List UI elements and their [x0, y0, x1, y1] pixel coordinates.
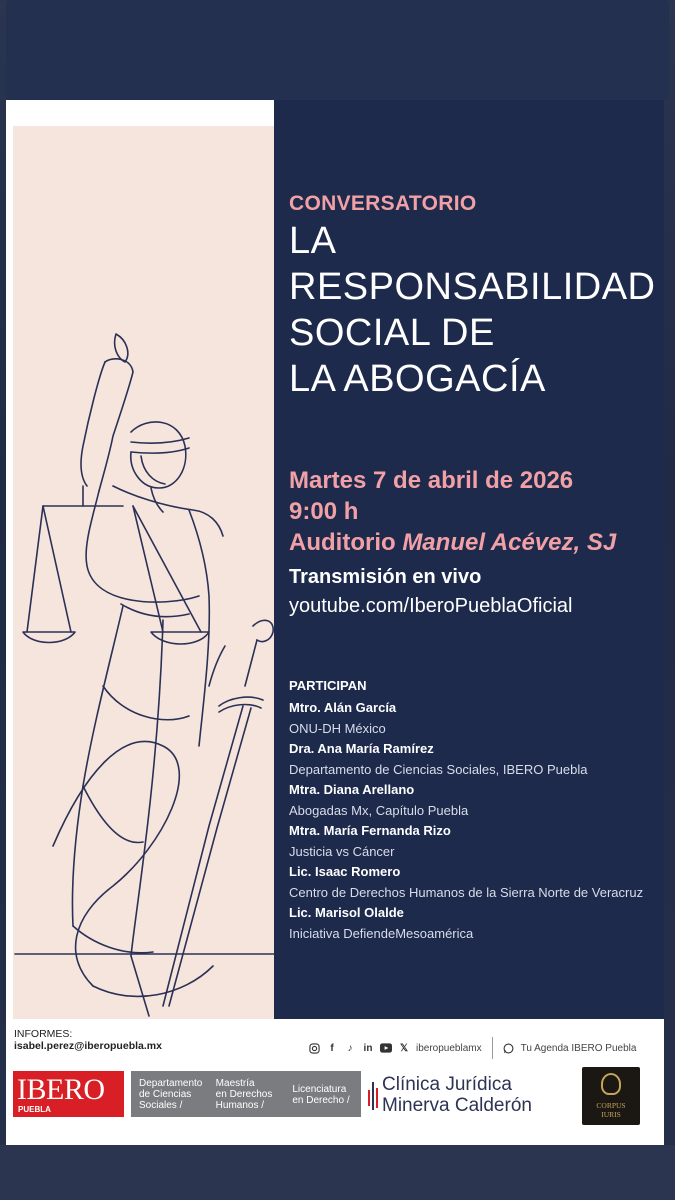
lady-justice-illustration [13, 126, 280, 1119]
owl-icon [601, 1073, 621, 1095]
clinica-line: Clínica Jurídica [382, 1074, 512, 1095]
clinica-bars-icon [368, 1080, 378, 1112]
participants-list [289, 698, 644, 944]
participant-org: Iniciativa DefiendeMesoamérica [289, 925, 474, 941]
dept-line: Humanos / [215, 1100, 265, 1111]
corpus-iuris-logo [582, 1067, 640, 1125]
clinica-line: Minerva Calderón [382, 1095, 532, 1116]
informes-email-link[interactable]: isabel.perez@iberopuebla.mx [14, 1040, 162, 1052]
participant [289, 780, 644, 821]
dept-line: de Ciencias [139, 1089, 192, 1100]
event-kicker: CONVERSATORIO [289, 192, 477, 215]
tiktok-icon[interactable]: ♪ [347, 1042, 353, 1054]
participant [289, 698, 644, 739]
social-bar [308, 1037, 636, 1059]
event-details [289, 465, 616, 558]
participant-name: Dra. Ana María Ramírez [289, 741, 434, 756]
dept-line: Sociales / [139, 1100, 183, 1111]
whatsapp-icon[interactable] [503, 1042, 515, 1054]
dept-column [284, 1071, 361, 1117]
participant-name: Lic. Marisol Olalde [289, 905, 404, 920]
dept-line: Licenciatura [292, 1084, 347, 1095]
participant-name: Mtra. Diana Arellano [289, 782, 415, 797]
youtube-icon[interactable] [380, 1042, 392, 1054]
title-line: LA ABOGACÍA [289, 358, 546, 400]
event-time: 9:00 h [289, 498, 359, 525]
facebook-icon[interactable]: f [330, 1042, 334, 1054]
participant-name: Lic. Isaac Romero [289, 864, 401, 879]
footer [6, 1019, 664, 1145]
participant-org: Justicia vs Cáncer [289, 843, 395, 859]
title-line: RESPONSABILIDAD [289, 266, 656, 308]
linkedin-icon[interactable]: in [363, 1042, 373, 1054]
participant [289, 739, 644, 780]
dept-line: en Derecho / [292, 1095, 350, 1106]
venue-name: Manuel Acévez, SJ [402, 529, 617, 556]
live-label: Transmisión en vivo [289, 566, 482, 588]
agenda-label[interactable]: Tu Agenda IBERO Puebla [520, 1042, 637, 1054]
title-line: SOCIAL DE [289, 312, 495, 354]
dept-column [131, 1071, 208, 1117]
illustration-panel [13, 126, 280, 1119]
dept-line: en Derechos [215, 1089, 273, 1100]
dept-line: Departamento [139, 1078, 203, 1089]
corpus-line: IURIS [601, 1110, 621, 1119]
divider [492, 1037, 493, 1059]
top-band [6, 0, 669, 100]
participant-name: Mtro. Alán García [289, 700, 397, 715]
participant-org: Departamento de Ciencias Sociales, IBERO Puebla [289, 761, 588, 777]
bottom-band [0, 1145, 675, 1200]
social-handle[interactable]: iberopueblamx [416, 1042, 482, 1054]
participant [289, 903, 644, 944]
x-icon[interactable]: 𝕏 [399, 1042, 409, 1054]
ibero-logo-sub: PUEBLA [18, 1105, 51, 1114]
participant-org: ONU-DH México [289, 720, 386, 736]
dept-column [208, 1071, 285, 1117]
participant-org: Centro de Derechos Humanos de la Sierra Norte de Veracruz [289, 884, 644, 900]
department-box [131, 1071, 361, 1117]
dept-line: Maestría [215, 1078, 255, 1089]
participant-org: Abogadas Mx, Capítulo Puebla [289, 802, 469, 818]
instagram-icon[interactable] [308, 1042, 320, 1054]
ibero-logo-main: IBERO [17, 1073, 105, 1106]
event-date: Martes 7 de abril de 2026 [289, 467, 574, 494]
corpus-text [582, 1101, 640, 1119]
event-title [289, 218, 656, 402]
participants-heading: PARTICIPAN [289, 678, 367, 693]
participant [289, 862, 644, 903]
corpus-line: CORPUS [596, 1101, 626, 1110]
informes-label: INFORMES: [14, 1028, 73, 1040]
participant-name: Mtra. María Fernanda Rizo [289, 823, 451, 838]
venue-prefix: Auditorio [289, 529, 396, 556]
live-url-link[interactable]: youtube.com/IberoPueblaOficial [289, 595, 573, 617]
participant [289, 821, 644, 862]
event-venue [289, 527, 616, 558]
clinica-text [382, 1074, 532, 1116]
informes-block [14, 1028, 162, 1052]
event-poster [6, 100, 664, 1145]
title-line: LA [289, 220, 337, 262]
ibero-logo [13, 1071, 124, 1117]
